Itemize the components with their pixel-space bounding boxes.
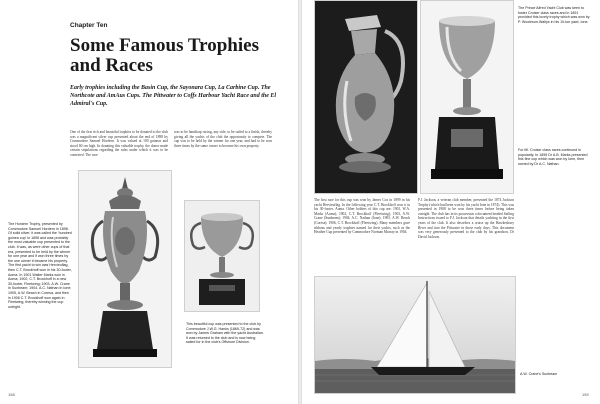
- goblet-trophy-photo: [420, 0, 514, 194]
- caption-hordern-trophy: The Hordern Trophy, presented by Commodore Samuel Hordern in 1898. Of solid silver, it was called the 'hundred guinea cup' in 1898 and was probably the most valuable cup presented to the club. It was, as were other cups of that era, presented to be held by the winner for one year and if won three times by the one owner it became his property. The first yacht to win was Hervieuflag, then C.T. Brockhoff won in his 30-footer, Aoma. In 1901 Walter Marks won in Aoma; 1902, C.T. Brockhoff in a new 30-footer, Fleetwing; 1903, A.W. Crane in Sunbeam; 1904, A.C. Nathan in Ione; 1905, A.W. Beach in Coresa, and then in 1906 C.T. Brockhoff won again in Fleetwing, thereby winning the cup outright.: [8, 222, 72, 309]
- chapter-label: Chapter Ten: [70, 22, 108, 29]
- caption-sunbeam: A.W. Crane's Sunbeam: [520, 372, 558, 376]
- right-page: [302, 0, 600, 404]
- page-number-right: 159: [582, 392, 589, 397]
- page-number-left: 158: [8, 392, 15, 397]
- claret-jug-image: [315, 1, 417, 193]
- left-page: [0, 0, 298, 404]
- body-column-right-2: F.J. Jackson, a veteran club member, presented the 1874 Jackson Trophy (which had been won by his yacht Ione in 1874). This was presented in 1908 to be won three times before being taken outright. The club has in its possession a document headed Sailing Instructions issued to F.J. Jackson that details yachting in the first years of the club. It also describes a cruise up the Hawkesbury River and into the Pittwater in those early days. This document was very generously presented to the club by his grandson, Dr David Jackson.: [418, 198, 514, 239]
- body-column-1: One of the first rich and beautiful trophies to be donated to the club was a magnificent silver cup presented about the end of 1898 by Commodore Samuel Hordern. It was valued at 100 guineas and stood 60 cm high. In donating this valuable trophy, the donor made certain stipulations regarding the rules under which it was to be contested. The race: [70, 130, 168, 157]
- chapter-title: Some Famous Trophies and Races: [70, 35, 259, 76]
- goblet-trophy-image: [421, 1, 513, 193]
- body-column-right-1: The first race for this cup was won by James Cox in 1899 in his yacht Hervieuflag. In the following year C.T. Brockhoff won it in his 30-footer, Aoma. Other holders of this cup are: 1901, W.A. Marks (Aoma); 1902, C.T. Brockhoff (Fleetwing); 1903, A.W. Crane (Sunbeam); 1904, A.C. Nathan (Ione); 1905, A.W. Beach (Coresa); 1906, C.T. Brockhoff (Fleetwing). Many members gave ribbons and yearly trophies named for their yachts, such as the Heather Cup presented by Commodore Norman Murray in 1904.: [314, 198, 410, 235]
- hordern-trophy-photo: [78, 170, 172, 368]
- caption-handicap-cup: This beautiful cup was presented to the club by Commodore J.W.G. Hanks (1869-72) and was won by James Graham with the yacht Australian. It was returned to the club and is now being sailed for in the club's Offshore Division.: [186, 322, 264, 345]
- chapter-lede: Early trophies including the Basin Cup, the Sayonara Cup, La Carbine Cup. The Northcote and AmAus Cups. The Pittwater to Coffs Harbour Yacht Race and the El Admiral's Cup.: [70, 85, 277, 107]
- trophy-urn-image: [79, 171, 171, 367]
- claret-jug-photo: [314, 0, 418, 194]
- trophy-cup-image: [185, 201, 259, 311]
- caption-cruiser-cup: For ltfl. Cruiser class races continued in popularity. In 1895 Dr A.B. Marks presented this fine cup which was won by Ione, then owned by Dr A.C. Nathan.: [518, 148, 588, 166]
- yacht-sailing-image: [315, 277, 515, 393]
- handicap-cup-photo: [184, 200, 260, 312]
- sunbeam-yacht-photo: [314, 276, 516, 394]
- body-column-2: was to be handicap racing, any side, to be sailed to a finish, thereby giving all the yachts of the club the opportunity to compete. The cup was to be held by the winner for one year, and had to be won three times by the same owner to become his own property.: [174, 130, 272, 148]
- caption-prince-alfred-trophy: The Prince Alfred Yacht Club was keen to foster Cruiser class races and in 1891 provided this lovely trophy which was won by P. Wooleson-Waltys in his 10-ton yawl, Ione.: [518, 6, 590, 24]
